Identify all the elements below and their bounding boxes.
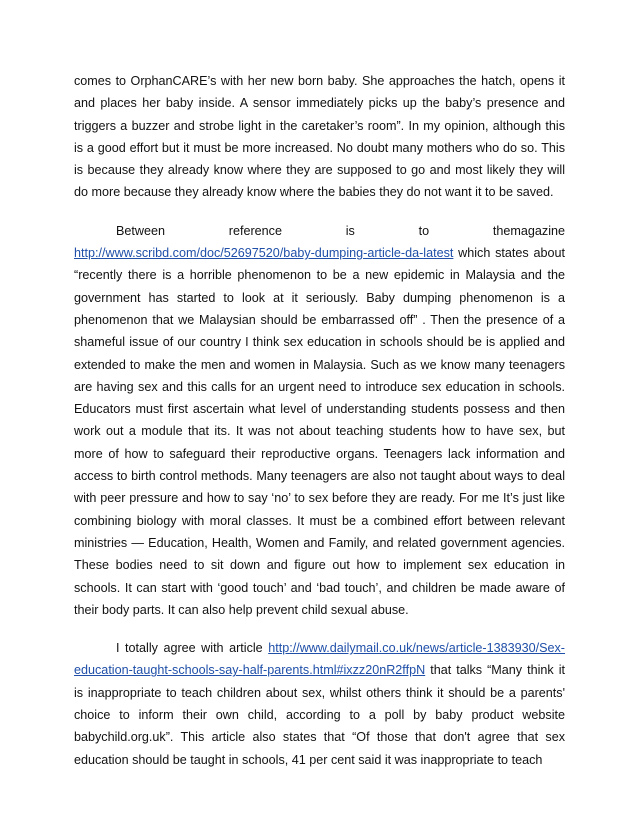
paragraph-text: Between reference is to themagazine [116, 223, 565, 238]
paragraph-text: that talks “Many think it is inappropriate to teach children about sex, whilst others think it should be a parents' choice to inform their own child, according to a poll by baby product website babychild.org.uk”. This article also states that “Of those that don't agree that sex education should be taught in schools, 41 per cent said it was inappropriate to teach [74, 663, 565, 767]
scribd-article-link[interactable]: http://www.scribd.com/doc/52697520/baby-dumping-article-da-latest [74, 246, 454, 261]
dailymail-article-link[interactable]: http://www.dailymail.co.uk/news/article-1383930/Sex-education-taught-schools-say-half-parents.html#ixzz20nR2ffpN [74, 641, 565, 678]
paragraph-orphancare [74, 70, 565, 204]
document-body [74, 70, 565, 787]
paragraph-dailymail-reference [74, 637, 565, 771]
paragraph-text: which states about “recently there is a horrible phenomenon to be a new epidemic in Malaysia and the government has started to look at it seriously. Baby dumping phenomenon is a phenomenon that we Malaysian should be embarrassed off” . Then the presence of a shameful issue of our country I think sex education in schools should be is applied and extended to make the men and women in Malaysia. Such as we know many teenagers are having sex and this calls for an urgent need to introduce sex education in schools. Educators must first ascertain what level of understanding students possess and then work out a module that its. It was not about teaching students how to have sex, but more of how to safeguard their reproductive organs. Teenagers lack information and access to birth control methods. Many teenagers are also not taught about ways to deal with peer pressure and how to say ‘no’ to sex before they are ready. For me It’s just like combining biology with moral classes. It must be a combined effort between relevant ministries — Education, Health, Women and Family, and related government agencies. These bodies need to sit down and figure out how to implement sex education in schools. It can start with ‘good touch’ and ‘bad touch’, and children be made aware of their body parts. It can also help prevent child sexual abuse. [74, 246, 565, 617]
paragraph-text: I totally agree with article [116, 641, 269, 656]
paragraph-scribd-reference [74, 220, 565, 621]
paragraph-text: comes to OrphanCARE’s with her new born baby. She approaches the hatch, opens it and places her baby inside. A sensor immediately picks up the baby’s presence and triggers a buzzer and strobe light in the caretaker’s room”. In my opinion, although this is a good effort but it must be more increased. No doubt many mothers who do so. This is because they already know where they are supposed to go and most likely they will do more because they already know where the babies they do not want it to be saved. [74, 74, 565, 200]
